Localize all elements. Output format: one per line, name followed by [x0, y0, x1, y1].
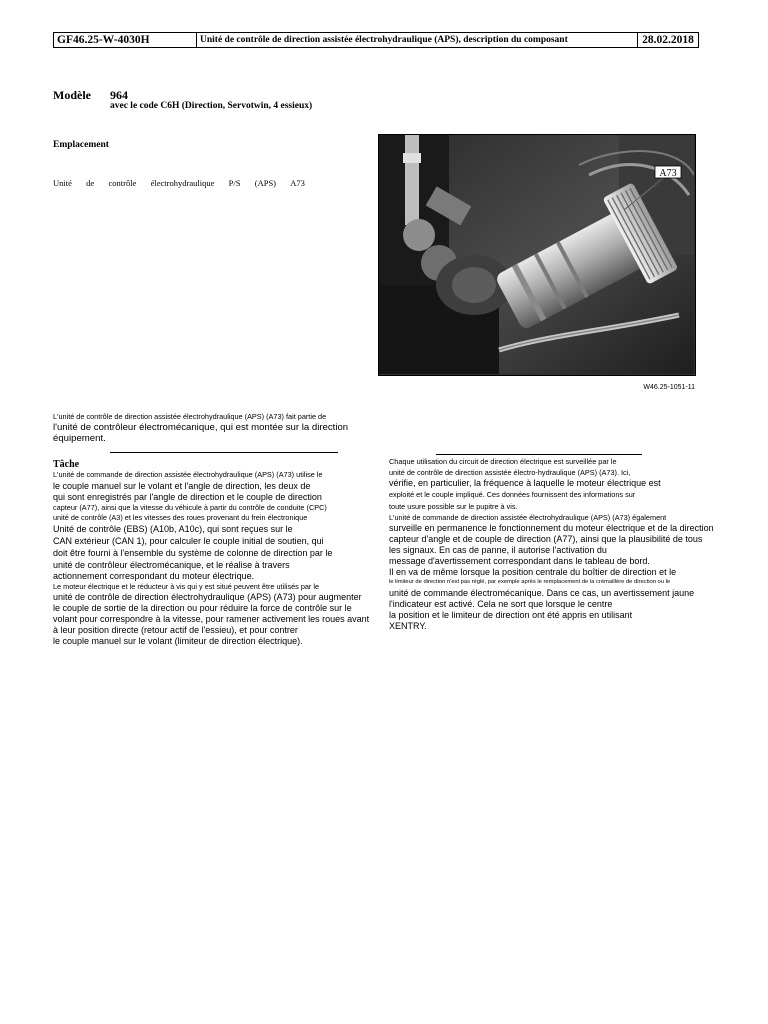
- unit-word: contrôle: [108, 178, 137, 188]
- tache-line: CAN extérieur (CAN 1), pour calculer le couple initial de soutien, qui: [53, 536, 324, 546]
- tache-line: unité de contrôle (A3) et les vitesses des roues provenant du frein électronique: [53, 513, 308, 522]
- header-table: [53, 32, 699, 48]
- doc-date: 28.02.2018: [642, 34, 694, 46]
- unit-location-line: [53, 178, 305, 188]
- monitoring-line: le limiteur de direction n'est pas réglé, par exemple après le remplacement de la crémaillère de direction ou le: [389, 579, 671, 585]
- monitoring-line: les signaux. En cas de panne, il autorise l'activation du: [389, 545, 607, 555]
- unit-word: P/S: [228, 178, 241, 188]
- divider-left: [110, 452, 338, 453]
- tache-paragraph: [53, 470, 369, 647]
- monitoring-line: L'unité de commande de direction assistée électrohydraulique (APS) (A73) également: [389, 513, 667, 522]
- tache-line: capteur (A77), ainsi que la vitesse du véhicule à partir du contrôle de conduite (CPC): [53, 503, 327, 512]
- intro-paragraph: [53, 412, 348, 444]
- unit-word: (APS): [254, 178, 277, 188]
- monitoring-line: vérifie, en particulier, la fréquence à laquelle le moteur électrique est: [389, 478, 661, 488]
- doc-title: Unité de contrôle de direction assistée électrohydraulique (APS), description du composant: [197, 33, 638, 47]
- unit-word: de: [86, 178, 95, 188]
- figure-caption: W46.25-1051-11: [643, 384, 695, 391]
- tache-line: Unité de contrôle (EBS) (A10b, A10c), qui sont reçues sur le: [53, 524, 293, 534]
- doc-id: GF46.25-W-4030H: [54, 33, 197, 47]
- divider-right: [436, 454, 642, 455]
- tache-line: doit être fourni à l'ensemble du système de colonne de direction par le: [53, 548, 333, 558]
- tache-line: unité de contrôleur électromécanique, et le réalise à travers: [53, 560, 290, 570]
- intro-line: l'unité de contrôleur électromécanique, qui est montée sur la direction: [53, 422, 349, 433]
- monitoring-line: toute usure possible sur le pupitre à vis.: [389, 502, 518, 511]
- tache-line: unité de contrôle de direction électrohydraulique (APS) (A73) pour augmenter: [53, 592, 362, 602]
- monitoring-paragraph: [389, 457, 714, 632]
- monitoring-line: capteur d'angle et de couple de direction (A77), ainsi que la plausibilité de tous: [389, 534, 703, 544]
- monitoring-line: l'indicateur est activé. Cela ne sort que lorsque le centre: [389, 599, 613, 609]
- monitoring-line: la position et le limiteur de direction ont été appris en utilisant: [389, 610, 633, 620]
- component-photo: [378, 134, 696, 376]
- component-photo-svg: [379, 135, 694, 374]
- monitoring-line: Chaque utilisation du circuit de direction électrique est surveillée par le: [389, 457, 617, 466]
- callout-label: A73: [659, 168, 677, 179]
- monitoring-line: XENTRY.: [389, 621, 427, 631]
- intro-line: équipement.: [53, 433, 106, 444]
- unit-word: Unité: [53, 178, 72, 188]
- model-label: Modèle: [53, 88, 91, 102]
- intro-line: L'unité de contrôle de direction assistée électrohydraulique (APS) (A73) fait partie de: [53, 412, 327, 421]
- tache-line: Le moteur électrique et le réducteur à vis qui y est situé peuvent être utilisés par le: [53, 582, 320, 591]
- unit-word: électrohydraulique: [150, 178, 215, 188]
- tache-line: actionnement correspondant du moteur électrique.: [53, 571, 255, 581]
- tache-line: le couple manuel sur le volant et l'angle de direction, les deux de: [53, 481, 311, 491]
- monitoring-line: Il en va de même lorsque la position centrale du boîtier de direction et le: [389, 567, 677, 577]
- tache-line: volant pour correspondre à la vitesse, pour ramener activement les roues avant: [53, 614, 370, 624]
- monitoring-line: message d'avertissement correspondant dans le tableau de bord.: [389, 556, 650, 566]
- tache-line: le couple manuel sur le volant (limiteur de direction électrique).: [53, 636, 303, 646]
- tache-line: qui sont enregistrés par l'angle de direction et le couple de direction: [53, 492, 322, 502]
- tache-line: le couple de sortie de la direction ou pour réduire la force de contrôle sur le: [53, 603, 352, 613]
- monitoring-line: exploité et le couple impliqué. Ces données fournissent des informations sur: [389, 490, 636, 499]
- model-number: 964: [110, 88, 128, 102]
- tache-heading: Tâche: [53, 459, 80, 470]
- unit-word: A73: [290, 178, 305, 188]
- emplacement-heading: Emplacement: [53, 140, 109, 150]
- model-code-desc: avec le code C6H (Direction, Servotwin, 4 essieux): [110, 101, 313, 111]
- monitoring-line: unité de commande électromécanique. Dans ce cas, un avertissement jaune: [389, 588, 695, 598]
- monitoring-line: unité de contrôle de direction assistée électro-hydraulique (APS) (A73). Ici,: [389, 468, 631, 477]
- tache-line: L'unité de commande de direction assistée électrohydraulique (APS) (A73) utilise le: [53, 470, 323, 479]
- tache-line: à leur position directe (retour actif de l'essieu), et pour contrer: [53, 625, 298, 635]
- monitoring-line: surveille en permanence le fonctionnement du moteur électrique et de la direction: [389, 523, 714, 533]
